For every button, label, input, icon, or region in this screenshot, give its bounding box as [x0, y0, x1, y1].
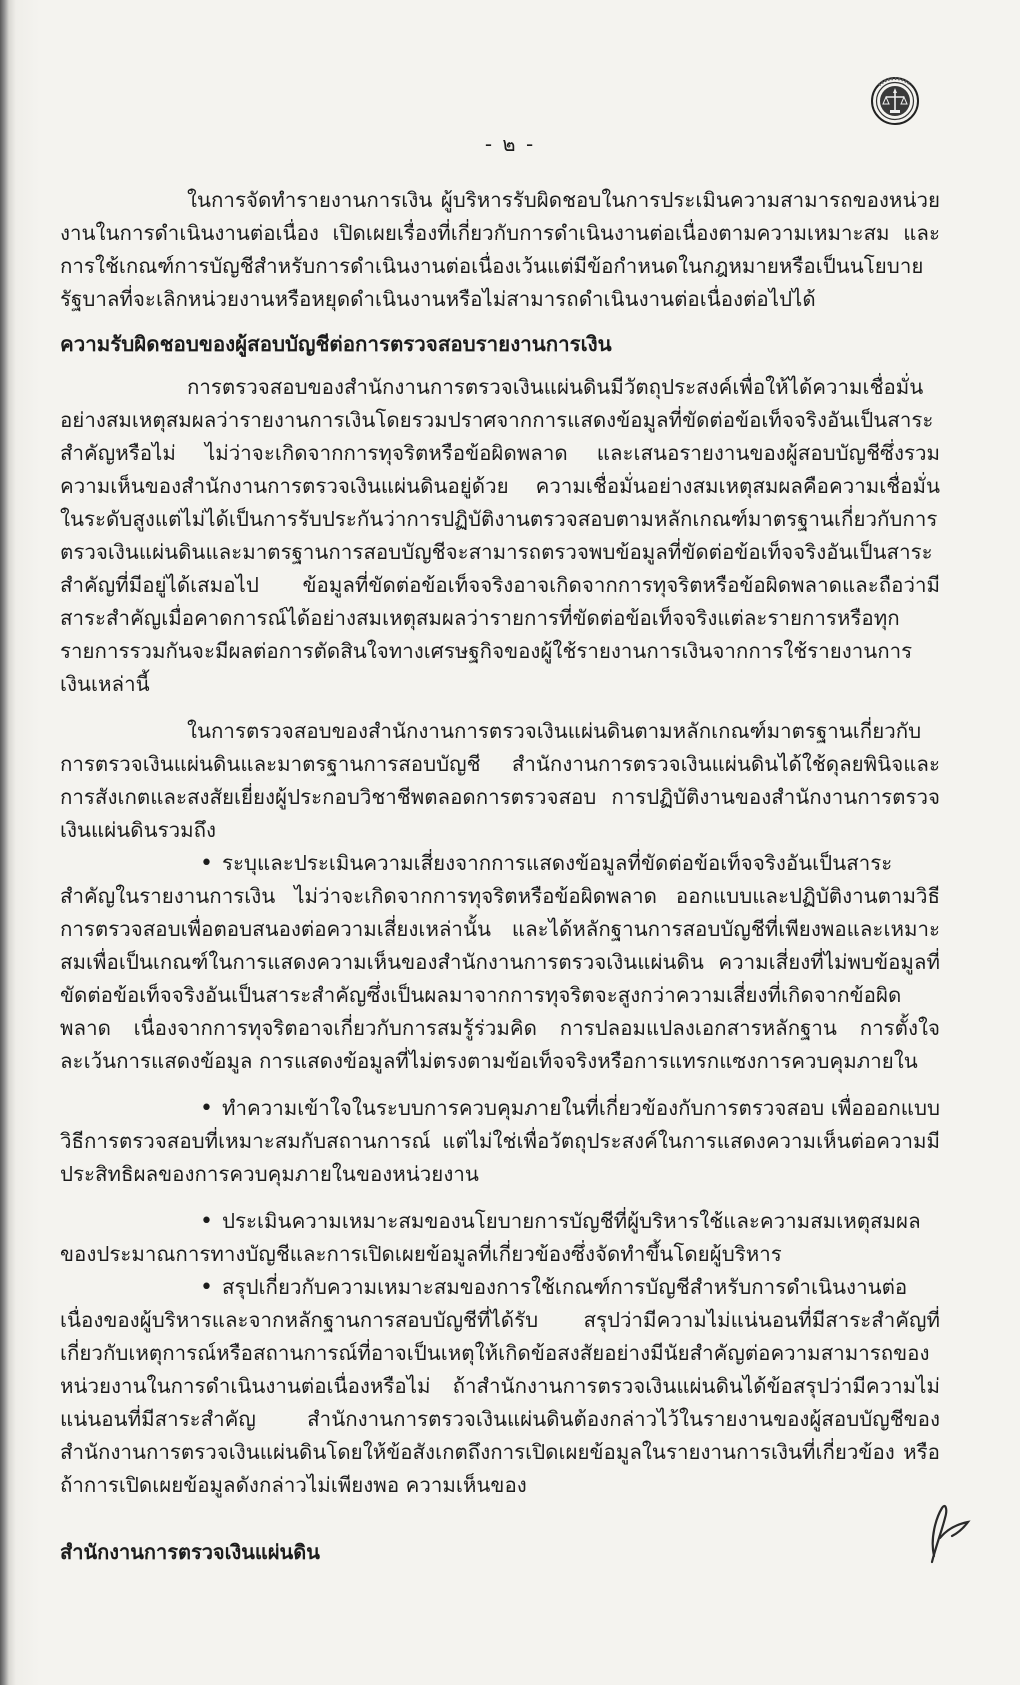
bullet-item-risk-assessment: [60, 847, 940, 1078]
audit-office-emblem-icon: [870, 76, 920, 126]
paragraph-audit-procedures: ในการตรวจสอบของสำนักงานการตรวจเงินแผ่นดินตามหลักเกณฑ์มาตรฐานเกี่ยวกับการตรวจเงินแผ่นดินและมาตรฐานการสอบบัญชี สำนักงานการตรวจเงินแผ่นดินได้ใช้ดุลยพินิจและการสังเกตและสงสัยเยี่ยงผู้ประกอบวิชาชีพตลอดการตรวจสอบ การปฏิบัติงานของสำนักงานการตรวจเงินแผ่นดินรวมถึง: [60, 719, 940, 842]
page-number: - ๒ -: [484, 132, 536, 156]
paragraph-management-responsibility: ในการจัดทำรายงานการเงิน ผู้บริหารรับผิดชอบในการประเมินความสามารถของหน่วยงานในการดำเนินงานต่อเนื่อง เปิดเผยเรื่องที่เกี่ยวกับการดำเนินงานต่อเนื่องตามความเหมาะสม และการใช้เกณฑ์การบัญชีสำหรับการดำเนินงานต่อเนื่องเว้นแต่มีข้อกำหนดในกฎหมายหรือเป็นนโยบายรัฐบาลที่จะเลิกหน่วยงานหรือหยุดดำเนินงานหรือไม่สามารถดำเนินงานต่อเนื่องต่อไปได้: [60, 188, 940, 311]
handwritten-initial-signature: [912, 1478, 982, 1568]
paragraph-audit-objective: การตรวจสอบของสำนักงานการตรวจเงินแผ่นดินมีวัตถุประสงค์เพื่อให้ได้ความเชื่อมั่นอย่างสมเหตุสมผลว่ารายงานการเงินโดยรวมปราศจากการแสดงข้อมูลที่ขัดต่อข้อเท็จจริงอันเป็นสาระสำคัญหรือไม่ ไม่ว่าจะเกิดจากการทุจริตหรือข้อผิดพลาด และเสนอรายงานของผู้สอบบัญชีซึ่งรวมความเห็นของสำนักงานการตรวจเงินแผ่นดินอยู่ด้วย ความเชื่อมั่นอย่างสมเหตุสมผลคือความเชื่อมั่นในระดับสูงแต่ไม่ได้เป็นการรับประกันว่าการปฏิบัติงานตรวจสอบตามหลักเกณฑ์มาตรฐานเกี่ยวกับการตรวจเงินแผ่นดินและมาตรฐานการสอบบัญชีจะสามารถตรวจพบข้อมูลที่ขัดต่อข้อเท็จจริงอันเป็นสาระสำคัญที่มีอยู่ได้เสมอไป ข้อมูลที่ขัดต่อข้อเท็จจริงอาจเกิดจากการทุจริตหรือข้อผิดพลาดและถือว่ามีสาระสำคัญเมื่อคาดการณ์ได้อย่างสมเหตุสมผลว่ารายการที่ขัดต่อข้อเท็จจริงแต่ละรายการหรือทุกรายการรวมกันจะมีผลต่อการตัดสินใจทางเศรษฐกิจของผู้ใช้รายงานการเงินจากการใช้รายงานการเงินเหล่านี้: [60, 375, 940, 696]
bullet-item-accounting-policies: [60, 1205, 940, 1271]
bullet-item-going-concern: [60, 1271, 940, 1502]
section-heading-auditor-responsibility: ความรับผิดชอบของผู้สอบบัญชีต่อการตรวจสอบรายงานการเงิน: [60, 332, 612, 356]
document-body: [60, 184, 940, 1502]
bullet-text: ทำความเข้าใจในระบบการควบคุมภายในที่เกี่ยวข้องกับการตรวจสอบ เพื่อออกแบบวิธีการตรวจสอบที่เหมาะสมกับสถานการณ์ แต่ไม่ใช่เพื่อวัตถุประสงค์ในการแสดงความเห็นต่อความมีประสิทธิผลของการควบคุมภายในของหน่วยงาน: [60, 1096, 940, 1186]
bullet-icon: •: [200, 851, 213, 876]
bullet-text: ประเมินความเหมาะสมของนโยบายการบัญชีที่ผู้บริหารใช้และความสมเหตุสมผลของประมาณการทางบัญชีและการเปิดเผยข้อมูลที่เกี่ยวข้องซึ่งจัดทำขึ้นโดยผู้บริหาร: [60, 1209, 921, 1266]
bullet-text: ระบุและประเมินความเสี่ยงจากการแสดงข้อมูลที่ขัดต่อข้อเท็จจริงอันเป็นสาระสำคัญในรายงานการเงิน ไม่ว่าจะเกิดจากการทุจริตหรือข้อผิดพลาด ออกแบบและปฏิบัติงานตามวิธีการตรวจสอบเพื่อตอบสนองต่อความเสี่ยงเหล่านั้น และได้หลักฐานการสอบบัญชีที่เพียงพอและเหมาะสมเพื่อเป็นเกณฑ์ในการแสดงความเห็นของสำนักงานการตรวจเงินแผ่นดิน ความเสี่ยงที่ไม่พบข้อมูลที่ขัดต่อข้อเท็จจริงอันเป็นสาระสำคัญซึ่งเป็นผลมาจากการทุจริตจะสูงกว่าความเสี่ยงที่เกิดจากข้อผิดพลาด เนื่องจากการทุจริตอาจเกี่ยวกับการสมรู้ร่วมคิด การปลอมแปลงเอกสารหลักฐาน การตั้งใจละเว้นการแสดงข้อมูล การแสดงข้อมูลที่ไม่ตรงตามข้อเท็จจริงหรือการแทรกแซงการควบคุมภายใน: [60, 851, 940, 1073]
bullet-icon: •: [200, 1275, 213, 1300]
bullet-item-internal-control: [60, 1092, 940, 1191]
bullet-icon: •: [200, 1096, 213, 1121]
bullet-text: สรุปเกี่ยวกับความเหมาะสมของการใช้เกณฑ์การบัญชีสำหรับการดำเนินงานต่อเนื่องของผู้บริหารและจากหลักฐานการสอบบัญชีที่ได้รับ สรุปว่ามีความไม่แน่นอนที่มีสาระสำคัญที่เกี่ยวกับเหตุการณ์หรือสถานการณ์ที่อาจเป็นเหตุให้เกิดข้อสงสัยอย่างมีนัยสำคัญต่อความสามารถของหน่วยงานในการดำเนินงานต่อเนื่องหรือไม่ ถ้าสำนักงานการตรวจเงินแผ่นดินได้ข้อสรุปว่ามีความไม่แน่นอนที่มีสาระสำคัญ สำนักงานการตรวจเงินแผ่นดินต้องกล่าวไว้ในรายงานของผู้สอบบัญชีของสำนักงานการตรวจเงินแผ่นดินโดยให้ข้อสังเกตถึงการเปิดเผยข้อมูลในรายงานการเงินที่เกี่ยวข้อง หรือถ้าการเปิดเผยข้อมูลดังกล่าวไม่เพียงพอ ความเห็นของ: [60, 1275, 940, 1497]
footer-organization-name: สำนักงานการตรวจเงินแผ่นดิน: [60, 1540, 320, 1564]
bullet-icon: •: [200, 1209, 213, 1234]
